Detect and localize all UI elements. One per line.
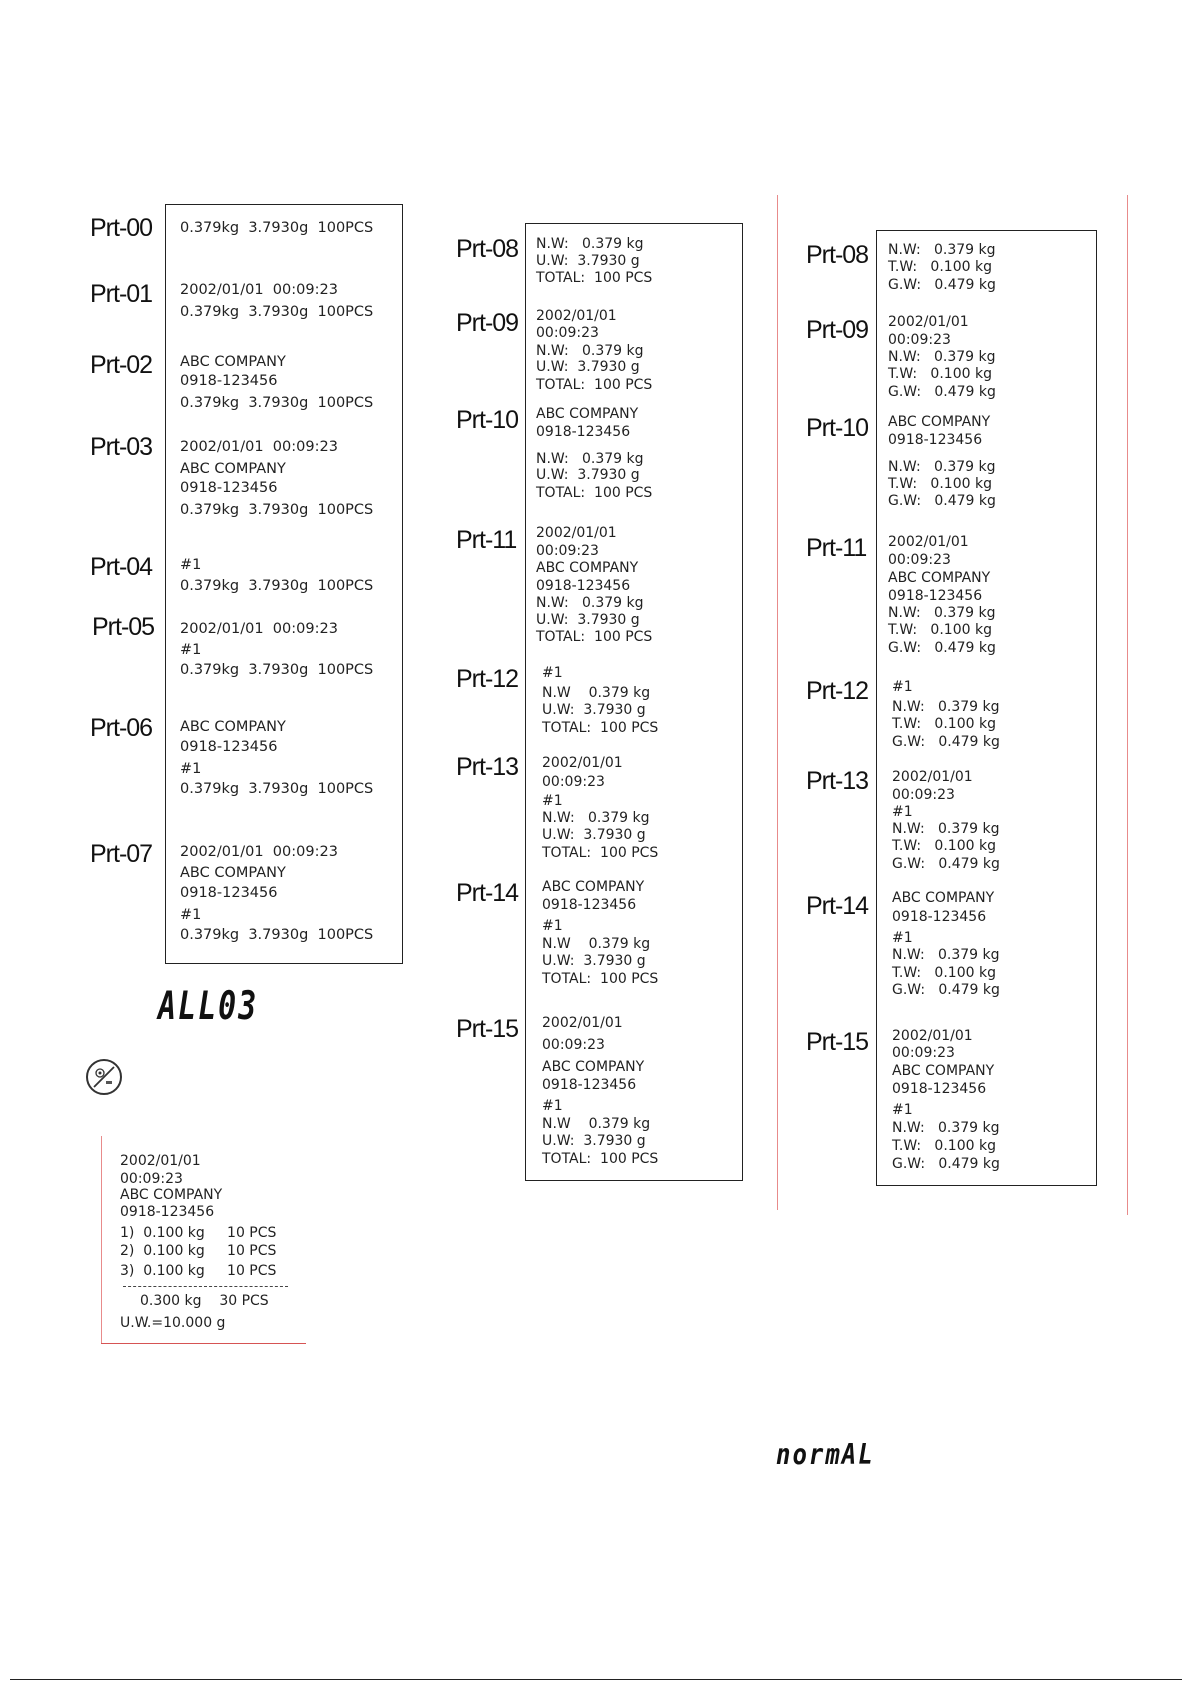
receipt-line: #1: [180, 557, 202, 573]
receipt-line: U.W: 3.7930 g: [536, 612, 640, 628]
print-format-label: Prt-13: [456, 753, 519, 781]
receipt-line: 0.379kg 3.7930g 100PCS: [180, 220, 374, 236]
receipt-line: 0918-123456: [892, 1081, 987, 1097]
print-format-label: Prt-15: [456, 1015, 519, 1043]
receipt-line: 00:09:23: [892, 1045, 955, 1061]
receipt-line: N.W: 0.379 kg: [536, 595, 644, 611]
receipt-line: G.W: 0.479 kg: [892, 1156, 1000, 1172]
receipt-line: 0918-123456: [180, 480, 278, 496]
print-format-label: Prt-01: [90, 280, 153, 308]
receipt-line: U.W.=10.000 g: [120, 1315, 226, 1331]
receipt-line: T.W: 0.100 kg: [888, 476, 992, 492]
receipt-line: 0.379kg 3.7930g 100PCS: [180, 927, 374, 943]
print-format-label: Prt-08: [806, 241, 869, 269]
print-format-label: Prt-14: [456, 879, 519, 907]
receipt-line: 2002/01/01: [892, 1028, 973, 1044]
print-format-label: Prt-02: [90, 351, 153, 379]
receipt-line: N.W: 0.379 kg: [892, 821, 1000, 837]
receipt-line: 0.379kg 3.7930g 100PCS: [180, 781, 374, 797]
receipt-line: U.W: 3.7930 g: [542, 827, 646, 843]
page-red-guide-left: [777, 195, 778, 1210]
receipt-line: T.W: 0.100 kg: [888, 366, 992, 382]
receipt-line: #1: [892, 1102, 913, 1118]
receipt-red-bottom-edge: [101, 1343, 306, 1344]
receipt-line: 0918-123456: [542, 1077, 637, 1093]
receipt-line: ABC COMPANY: [892, 1063, 995, 1079]
receipt-line: 2002/01/01 00:09:23: [180, 621, 338, 637]
receipt-line: 0918-123456: [888, 432, 983, 448]
receipt-line: #1: [180, 761, 202, 777]
receipt-line: T.W: 0.100 kg: [892, 1138, 996, 1154]
receipt-line: G.W: 0.479 kg: [888, 277, 996, 293]
receipt-line: G.W: 0.479 kg: [892, 856, 1000, 872]
receipt-line: ABC COMPANY: [888, 414, 991, 430]
print-format-label: Prt-10: [456, 406, 519, 434]
receipt-line: 00:09:23: [536, 325, 599, 341]
receipt-line: U.W: 3.7930 g: [536, 359, 640, 375]
receipt-line: T.W: 0.100 kg: [892, 965, 996, 981]
receipt-line: G.W: 0.479 kg: [892, 982, 1000, 998]
receipt-line: 2) 0.100 kg 10 PCS: [120, 1243, 277, 1259]
receipt-line: 2002/01/01: [888, 314, 969, 330]
receipt-line: 00:09:23: [542, 774, 605, 790]
receipt-line: 0918-123456: [180, 739, 278, 755]
receipt-line: 0.379kg 3.7930g 100PCS: [180, 304, 374, 320]
receipt-line: G.W: 0.479 kg: [888, 384, 996, 400]
receipt-line: #1: [542, 1098, 563, 1114]
receipt-line: 0918-123456: [892, 909, 987, 925]
receipt-line: TOTAL: 100 PCS: [536, 270, 653, 286]
receipt-line: 2002/01/01: [542, 1015, 623, 1031]
receipt-line: ABC COMPANY: [536, 406, 639, 422]
receipt-line: 0.300 kg 30 PCS: [140, 1293, 269, 1309]
receipt-line: TOTAL: 100 PCS: [536, 377, 653, 393]
receipt-line: TOTAL: 100 PCS: [536, 485, 653, 501]
receipt-line: 2002/01/01: [120, 1153, 201, 1169]
receipt-line: TOTAL: 100 PCS: [542, 971, 659, 987]
receipt-line: N.W: 0.379 kg: [536, 343, 644, 359]
print-format-label: Prt-09: [456, 309, 519, 337]
receipt-line: T.W: 0.100 kg: [892, 716, 996, 732]
receipt-line: 0918-123456: [180, 885, 278, 901]
receipt-line: N.W: 0.379 kg: [542, 810, 650, 826]
receipt-line: 2002/01/01 00:09:23: [180, 844, 338, 860]
print-format-label: Prt-06: [90, 714, 153, 742]
receipt-line: N.W: 0.379 kg: [892, 947, 1000, 963]
print-format-label: Prt-03: [90, 433, 153, 461]
print-format-label: Prt-14: [806, 892, 869, 920]
receipt-line: 0918-123456: [536, 424, 631, 440]
print-format-label: Prt-00: [90, 214, 153, 242]
print-format-label: Prt-09: [806, 316, 869, 344]
receipt-line: 00:09:23: [536, 543, 599, 559]
receipt-line: U.W: 3.7930 g: [542, 702, 646, 718]
receipt-line: 0.379kg 3.7930g 100PCS: [180, 395, 374, 411]
print-format-label: Prt-11: [456, 526, 517, 554]
receipt-line: N.W: 0.379 kg: [888, 605, 996, 621]
receipt-line: 00:09:23: [888, 332, 951, 348]
receipt-line: N.W: 0.379 kg: [536, 451, 644, 467]
receipt-line: T.W: 0.100 kg: [888, 259, 992, 275]
receipt-line: 2002/01/01: [892, 769, 973, 785]
receipt-line: T.W: 0.100 kg: [888, 622, 992, 638]
receipt-line: ABC COMPANY: [542, 879, 645, 895]
receipt-line: 00:09:23: [542, 1037, 605, 1053]
receipt-line: 1) 0.100 kg 10 PCS: [120, 1225, 277, 1241]
receipt-line: U.W: 3.7930 g: [536, 253, 640, 269]
receipt-line: U.W: 3.7930 g: [536, 467, 640, 483]
receipt-line: 0918-123456: [536, 578, 631, 594]
receipt-line: 2002/01/01: [542, 755, 623, 771]
receipt-line: TOTAL: 100 PCS: [542, 720, 659, 736]
print-format-label: Prt-05: [92, 613, 155, 641]
receipt-line: #1: [892, 804, 913, 820]
receipt-line: G.W: 0.479 kg: [892, 734, 1000, 750]
receipt-line: N.W: 0.379 kg: [536, 236, 644, 252]
receipt-line: TOTAL: 100 PCS: [542, 845, 659, 861]
receipt-line: ABC COMPANY: [180, 865, 286, 881]
receipt-line: ABC COMPANY: [180, 461, 286, 477]
receipt-line: #1: [180, 642, 202, 658]
receipt-line: 0.379kg 3.7930g 100PCS: [180, 502, 374, 518]
receipt-line: 00:09:23: [892, 787, 955, 803]
receipt-dashed-separator: [123, 1286, 288, 1287]
receipt-line: N.W 0.379 kg: [542, 936, 651, 952]
receipt-line: 0918-123456: [120, 1204, 215, 1220]
print-format-label: Prt-08: [456, 235, 519, 263]
receipt-line: 00:09:23: [120, 1171, 183, 1187]
receipt-line: 2002/01/01 00:09:23: [180, 439, 338, 455]
receipt-line: 0918-123456: [180, 373, 278, 389]
receipt-line: 0.379kg 3.7930g 100PCS: [180, 662, 374, 678]
print-format-label: Prt-12: [806, 677, 869, 705]
receipt-line: T.W: 0.100 kg: [892, 838, 996, 854]
receipt-line: 3) 0.100 kg 10 PCS: [120, 1263, 277, 1279]
receipt-line: #1: [542, 665, 563, 681]
receipt-line: ABC COMPANY: [120, 1187, 223, 1203]
receipt-line: N.W: 0.379 kg: [892, 1120, 1000, 1136]
receipt-line: #1: [892, 679, 913, 695]
print-format-label: Prt-15: [806, 1028, 869, 1056]
receipt-line: N.W: 0.379 kg: [888, 242, 996, 258]
receipt-line: N.W: 0.379 kg: [888, 349, 996, 365]
receipt-line: N.W 0.379 kg: [542, 1116, 651, 1132]
receipt-line: G.W: 0.479 kg: [888, 493, 996, 509]
receipt-line: G.W: 0.479 kg: [888, 640, 996, 656]
receipt-line: 0918-123456: [542, 897, 637, 913]
receipt-line: ABC COMPANY: [536, 560, 639, 576]
print-format-label: Prt-10: [806, 414, 869, 442]
print-format-label: Prt-12: [456, 665, 519, 693]
print-format-label: Prt-04: [90, 553, 153, 581]
receipt-line: 0.379kg 3.7930g 100PCS: [180, 578, 374, 594]
display-all-mode: ALL03: [158, 984, 259, 1030]
receipt-line: N.W: 0.379 kg: [892, 699, 1000, 715]
print-format-label: Prt-07: [90, 840, 153, 868]
receipt-line: ABC COMPANY: [888, 570, 991, 586]
page-red-guide-right: [1127, 195, 1128, 1215]
receipt-line: #1: [180, 907, 202, 923]
receipt-line: #1: [542, 793, 563, 809]
print-format-label: Prt-11: [806, 534, 867, 562]
receipt-line: U.W: 3.7930 g: [542, 953, 646, 969]
print-format-label: Prt-13: [806, 767, 869, 795]
receipt-line: #1: [542, 918, 563, 934]
receipt-line: TOTAL: 100 PCS: [536, 629, 653, 645]
receipt-line: 0918-123456: [888, 588, 983, 604]
receipt-line: U.W: 3.7930 g: [542, 1133, 646, 1149]
receipt-line: N.W 0.379 kg: [542, 685, 651, 701]
print-key-icon: [86, 1059, 122, 1095]
receipt-line: ABC COMPANY: [892, 890, 995, 906]
receipt-line: 2002/01/01: [888, 534, 969, 550]
receipt-line: ABC COMPANY: [180, 354, 286, 370]
receipt-line: 2002/01/01: [536, 308, 617, 324]
receipt-line: ABC COMPANY: [180, 719, 286, 735]
receipt-line: N.W: 0.379 kg: [888, 459, 996, 475]
receipt-line: TOTAL: 100 PCS: [542, 1151, 659, 1167]
receipt-red-left-edge: [101, 1136, 102, 1344]
receipt-line: ABC COMPANY: [542, 1059, 645, 1075]
receipt-line: 2002/01/01: [536, 525, 617, 541]
receipt-line: #1: [892, 930, 913, 946]
receipt-line: 00:09:23: [888, 552, 951, 568]
page-bottom-rule: [10, 1679, 1182, 1680]
receipt-line: 2002/01/01 00:09:23: [180, 282, 338, 298]
display-normal-mode: normAL: [776, 1437, 875, 1472]
